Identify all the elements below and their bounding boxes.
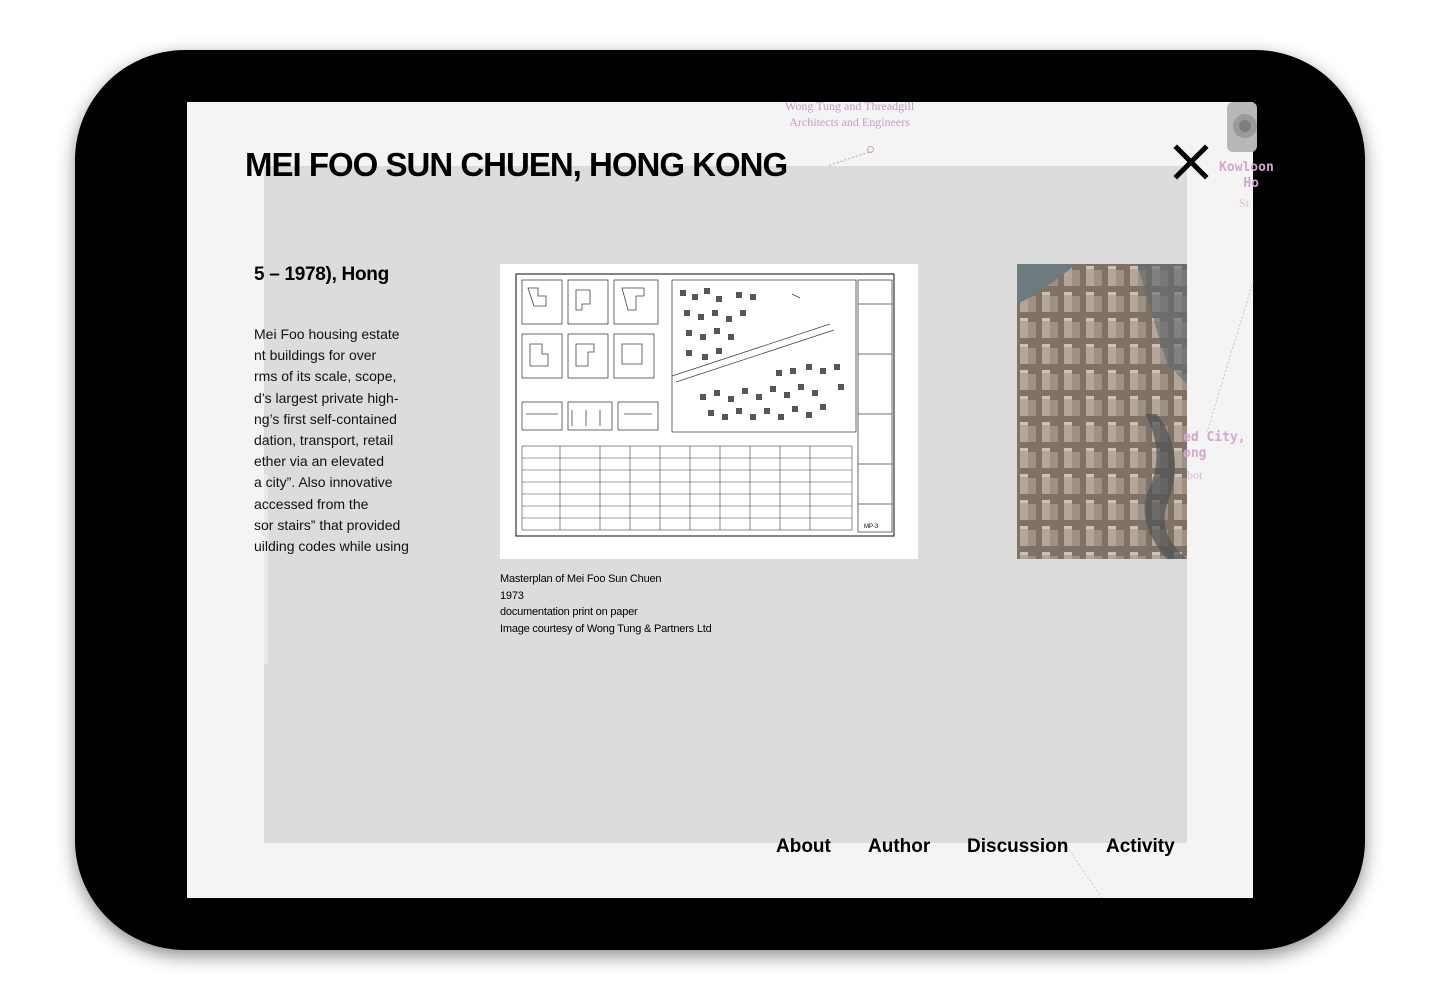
body-line: rms of its scale, scope, [254, 368, 397, 385]
map-node-label-kowloon-line1: Kowloon [1219, 160, 1274, 175]
map-node-label-walled-city-line1: ed City, [1183, 430, 1246, 445]
detail-panel [254, 166, 1187, 843]
map-node-label-kowloon[interactable] [1219, 160, 1274, 192]
nav-discussion[interactable]: Discussion [967, 836, 1069, 857]
body-line: ether via an elevated [254, 453, 384, 470]
map-thumbnail-image [1227, 102, 1257, 152]
sheet-number: MP-3 [864, 524, 879, 530]
caption-credit: Image courtesy of Wong Tung & Partners Ltd [500, 622, 712, 635]
section-heading: 5 – 1978), Hong [254, 264, 389, 285]
masterplan-image[interactable] [500, 264, 918, 559]
caption-medium: documentation print on paper [500, 606, 638, 619]
map-node-sublabel: bot [1187, 468, 1203, 482]
nav-about[interactable]: About [776, 836, 831, 857]
body-line: a city”. Also innovative [254, 474, 393, 491]
close-icon [1169, 142, 1213, 186]
page-title: MEI FOO SUN CHUEN, HONG KONG [245, 146, 788, 183]
caption-year: 1973 [500, 589, 524, 602]
body-line: uilding codes while using [254, 538, 409, 555]
map-node-label-kowloon-line2: Ho [1243, 176, 1259, 191]
body-line: sor stairs” that provided [254, 516, 401, 533]
nav-author[interactable]: Author [868, 836, 931, 857]
map-node-label-walled-city[interactable] [1183, 430, 1246, 462]
body-line: dation, transport, retail [254, 432, 394, 449]
masterplan-drawing [500, 264, 918, 559]
body-line: Mei Foo housing estate [254, 326, 400, 342]
map-node-label-walled-city-line2: ong [1183, 446, 1207, 461]
map-thumbnail[interactable] [1227, 102, 1257, 152]
caption-title: Masterplan of Mei Foo Sun Chuen [500, 573, 662, 585]
aerial-photo-image [1017, 264, 1187, 559]
body-line: ng’s first self-contained [254, 410, 397, 427]
aerial-photo[interactable] [1017, 264, 1187, 559]
nav-activity[interactable]: Activity [1106, 836, 1175, 857]
map-node-sublabel: St [1239, 196, 1250, 210]
map-node-label-line2: Architects and Engineers [789, 115, 910, 129]
map-node-label-line1: Wong Tung and Threadgill [785, 99, 915, 113]
body-line: nt buildings for over [254, 347, 377, 364]
tablet-screen [187, 99, 1274, 898]
image-caption [500, 571, 712, 637]
body-line: accessed from the [254, 495, 369, 512]
body-line: d’s largest private high- [254, 389, 399, 406]
close-button[interactable] [1169, 142, 1213, 186]
